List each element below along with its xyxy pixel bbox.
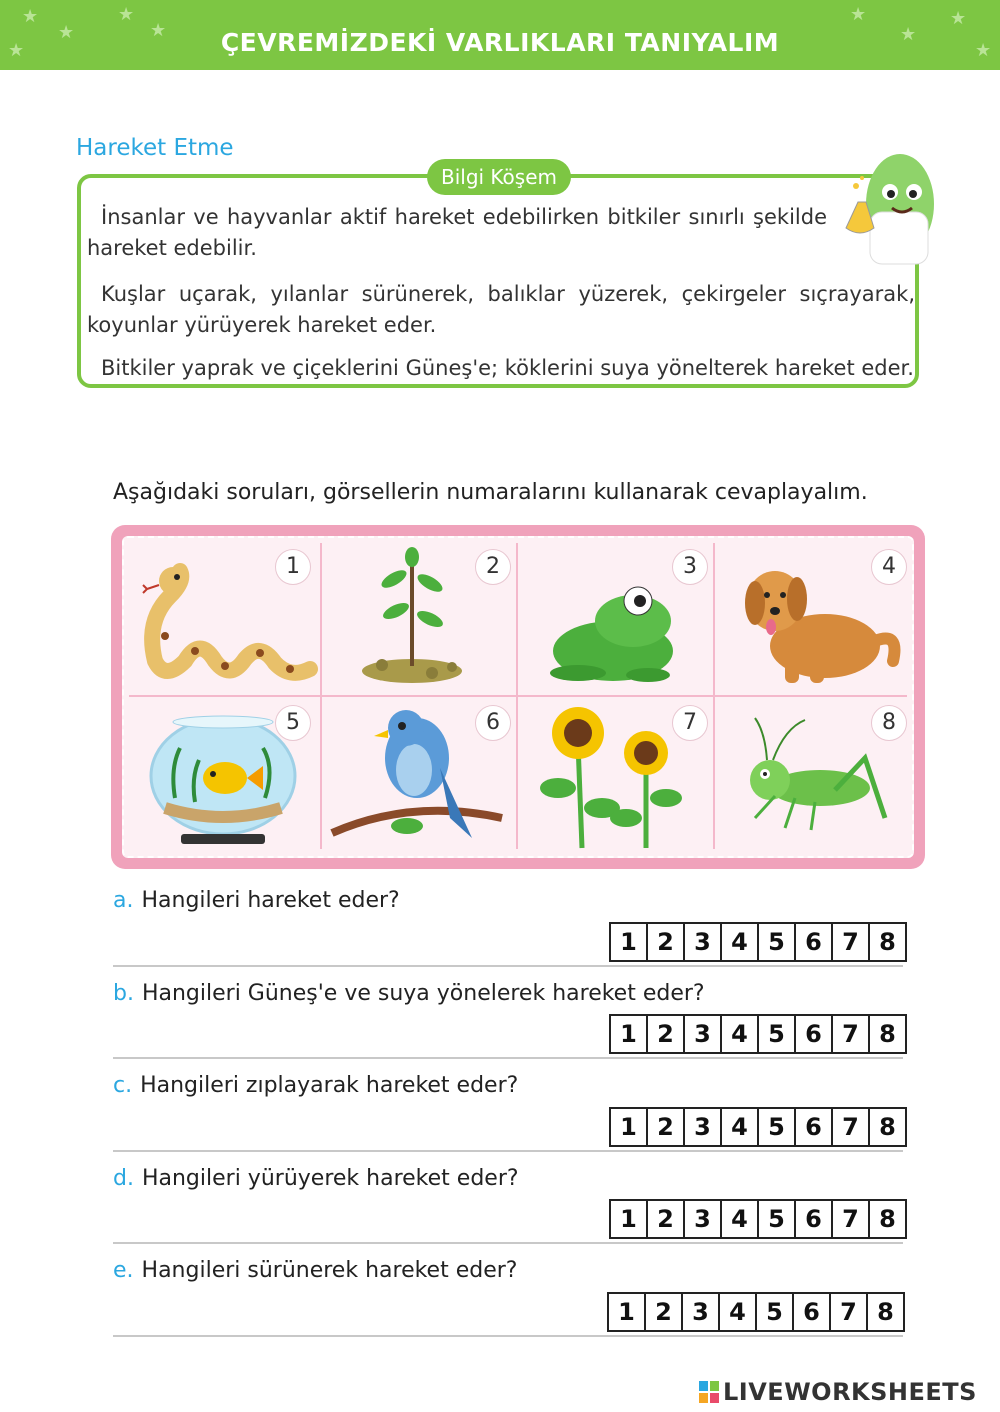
answer-option[interactable]: 5 — [759, 924, 796, 960]
answer-options-c — [609, 1107, 907, 1147]
answer-option[interactable]: 2 — [646, 1294, 683, 1330]
question-c — [113, 1073, 518, 1098]
answer-option[interactable]: 4 — [722, 924, 759, 960]
brand-name: LIVEWORKSHEETS — [723, 1378, 977, 1406]
answer-options-a — [609, 922, 907, 962]
instruction-text: Aşağıdaki soruları, görsellerin numaralarını kullanarak cevaplayalım. — [113, 480, 868, 505]
answer-option[interactable]: 1 — [609, 1294, 646, 1330]
star-icon: ★ — [975, 40, 992, 61]
picture-number: 1 — [275, 549, 311, 585]
star-icon: ★ — [850, 4, 867, 25]
question-divider — [113, 965, 903, 967]
question-letter: a. — [113, 888, 134, 913]
answer-option[interactable]: 5 — [757, 1294, 794, 1330]
star-icon: ★ — [8, 40, 25, 61]
picture-number: 7 — [672, 705, 708, 741]
picture-number: 3 — [672, 549, 708, 585]
question-text: Hangileri hareket eder? — [141, 888, 400, 913]
answer-option[interactable]: 5 — [759, 1109, 796, 1145]
answer-option[interactable]: 8 — [870, 924, 907, 960]
answer-option[interactable]: 6 — [796, 1109, 833, 1145]
answer-option[interactable]: 2 — [648, 1016, 685, 1052]
answer-option[interactable]: 7 — [833, 924, 870, 960]
star-icon: ★ — [22, 6, 39, 27]
answer-option[interactable]: 3 — [685, 1201, 722, 1237]
answer-option[interactable]: 3 — [683, 1294, 720, 1330]
info-badge: Bilgi Köşem — [427, 159, 571, 195]
answer-option[interactable]: 6 — [796, 1016, 833, 1052]
question-d — [113, 1166, 519, 1191]
picture-number: 5 — [275, 705, 311, 741]
answer-option[interactable]: 2 — [648, 924, 685, 960]
answer-options-e — [607, 1292, 905, 1332]
question-divider — [113, 1335, 903, 1337]
star-icon: ★ — [950, 8, 967, 29]
answer-option[interactable]: 8 — [868, 1294, 905, 1330]
answer-option[interactable]: 7 — [833, 1201, 870, 1237]
info-paragraph: Kuşlar uçarak, yılanlar sürünerek, balıklar yüzerek, çekirgeler sıçrayarak, koyunlar yürüyerek hareket eder. — [87, 282, 915, 337]
section-title: Hareket Etme — [76, 135, 234, 161]
answer-option[interactable]: 5 — [759, 1016, 796, 1052]
answer-option[interactable]: 5 — [759, 1201, 796, 1237]
star-icon: ★ — [58, 22, 75, 43]
question-b — [113, 981, 705, 1006]
page-title: ÇEVREMİZDEKİ VARLIKLARI TANIYALIM — [220, 28, 780, 57]
question-text: Hangileri sürünerek hareket eder? — [141, 1258, 518, 1283]
question-divider — [113, 1057, 903, 1059]
info-paragraph: Bitkiler yaprak ve çiçeklerini Güneş'e; köklerini suya yönelterek hareket eder. — [101, 356, 914, 380]
picture-number: 2 — [475, 549, 511, 585]
answer-option[interactable]: 7 — [833, 1016, 870, 1052]
answer-option[interactable]: 3 — [685, 924, 722, 960]
question-text: Hangileri zıplayarak hareket eder? — [140, 1073, 519, 1098]
answer-option[interactable]: 6 — [796, 1201, 833, 1237]
answer-option[interactable]: 6 — [796, 924, 833, 960]
answer-option[interactable]: 7 — [833, 1109, 870, 1145]
picture-number: 8 — [871, 705, 907, 741]
question-letter: d. — [113, 1166, 134, 1191]
question-e — [113, 1258, 517, 1283]
answer-option[interactable]: 7 — [831, 1294, 868, 1330]
info-paragraph: İnsanlar ve hayvanlar aktif hareket edebilirken bitkiler sınırlı şekilde hareket edebilir. — [87, 205, 827, 260]
answer-option[interactable]: 4 — [722, 1201, 759, 1237]
answer-option[interactable]: 8 — [870, 1201, 907, 1237]
answer-option[interactable]: 4 — [722, 1109, 759, 1145]
question-letter: c. — [113, 1073, 133, 1098]
answer-options-b — [609, 1014, 907, 1054]
answer-option[interactable]: 6 — [794, 1294, 831, 1330]
question-text: Hangileri Güneş'e ve suya yönelerek hareket eder? — [141, 981, 705, 1006]
answer-option[interactable]: 2 — [648, 1201, 685, 1237]
star-icon: ★ — [118, 4, 135, 25]
question-letter: b. — [113, 981, 134, 1006]
question-divider — [113, 1150, 903, 1152]
answer-option[interactable]: 8 — [870, 1016, 907, 1052]
answer-options-d — [609, 1199, 907, 1239]
picture-number: 6 — [475, 705, 511, 741]
answer-option[interactable]: 8 — [870, 1109, 907, 1145]
answer-option[interactable]: 1 — [611, 1201, 648, 1237]
question-divider — [113, 1242, 903, 1244]
star-icon: ★ — [150, 20, 167, 41]
question-letter: e. — [113, 1258, 134, 1283]
question-text: Hangileri yürüyerek hareket eder? — [141, 1166, 519, 1191]
answer-option[interactable]: 4 — [720, 1294, 757, 1330]
answer-option[interactable]: 1 — [611, 1016, 648, 1052]
answer-option[interactable]: 3 — [685, 1016, 722, 1052]
liveworksheets-icon — [699, 1381, 719, 1403]
picture-number: 4 — [871, 549, 907, 585]
mascot-icon — [838, 142, 946, 270]
answer-option[interactable]: 4 — [722, 1016, 759, 1052]
star-icon: ★ — [900, 24, 917, 45]
question-a — [113, 888, 400, 913]
answer-option[interactable]: 1 — [611, 924, 648, 960]
brand-logo — [699, 1378, 977, 1406]
picture-grid — [111, 525, 925, 869]
answer-option[interactable]: 1 — [611, 1109, 648, 1145]
answer-option[interactable]: 3 — [685, 1109, 722, 1145]
header-banner — [0, 0, 1000, 70]
answer-option[interactable]: 2 — [648, 1109, 685, 1145]
